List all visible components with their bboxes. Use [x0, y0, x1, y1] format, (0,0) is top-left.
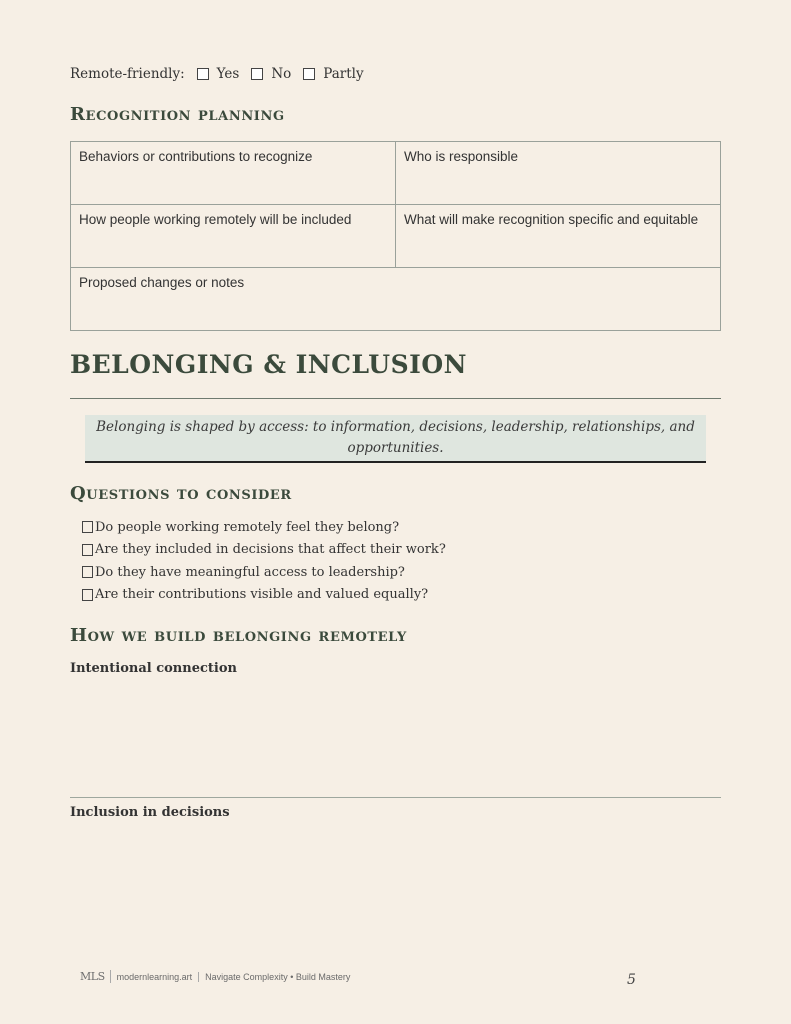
questions-list: [82, 516, 446, 606]
question-text: Are their contributions visible and valued equally?: [95, 587, 429, 603]
remote-friendly-row: [70, 66, 364, 82]
remote-friendly-label: Remote-friendly:: [70, 66, 185, 82]
remote-inclusion-cell[interactable]: How people working remotely will be included: [71, 205, 396, 268]
belonging-quote-box: [85, 415, 706, 463]
partly-option-label: Partly: [323, 66, 364, 82]
question-text: Are they included in decisions that affect their work?: [95, 542, 446, 558]
yes-option-label: Yes: [216, 66, 240, 82]
question-item: [82, 516, 446, 539]
partly-checkbox[interactable]: [303, 68, 315, 80]
no-checkbox[interactable]: [251, 68, 263, 80]
title-divider: [70, 398, 721, 399]
question-text: Do people working remotely feel they belong?: [95, 519, 400, 535]
belonging-inclusion-title: BELONGING & INCLUSION: [70, 350, 467, 379]
no-option-label: No: [271, 66, 292, 82]
inclusion-decisions-label: Inclusion in decisions: [70, 805, 230, 820]
question-text: Do they have meaningful access to leadership?: [95, 564, 405, 580]
page-footer: [80, 970, 350, 983]
intentional-connection-label: Intentional connection: [70, 661, 237, 676]
behaviors-cell[interactable]: Behaviors or contributions to recognize: [71, 142, 396, 205]
question-checkbox[interactable]: [82, 589, 93, 601]
belonging-quote: Belonging is shaped by access: to information, decisions, leadership, relationships, and opportunities.: [96, 419, 695, 456]
question-item: [82, 539, 446, 562]
page-number: 5: [627, 972, 636, 988]
question-checkbox[interactable]: [82, 521, 93, 533]
question-checkbox[interactable]: [82, 566, 93, 578]
footer-tagline: Navigate Complexity • Build Mastery: [205, 971, 351, 982]
mls-logo: MLS: [80, 970, 111, 983]
build-belonging-heading: How we build belonging remotely: [70, 625, 407, 646]
responsible-cell[interactable]: Who is responsible: [396, 142, 721, 205]
specific-equitable-cell[interactable]: What will make recognition specific and equitable: [396, 205, 721, 268]
question-checkbox[interactable]: [82, 544, 93, 556]
question-item: [82, 584, 446, 607]
recognition-planning-heading: Recognition planning: [70, 104, 285, 125]
questions-heading: Questions to consider: [70, 483, 292, 504]
yes-checkbox[interactable]: [197, 68, 209, 80]
site-link[interactable]: modernlearning.art: [111, 972, 200, 982]
connection-divider: [70, 797, 721, 798]
notes-cell[interactable]: Proposed changes or notes: [71, 268, 721, 331]
question-item: [82, 561, 446, 584]
recognition-planning-table: [70, 141, 721, 331]
